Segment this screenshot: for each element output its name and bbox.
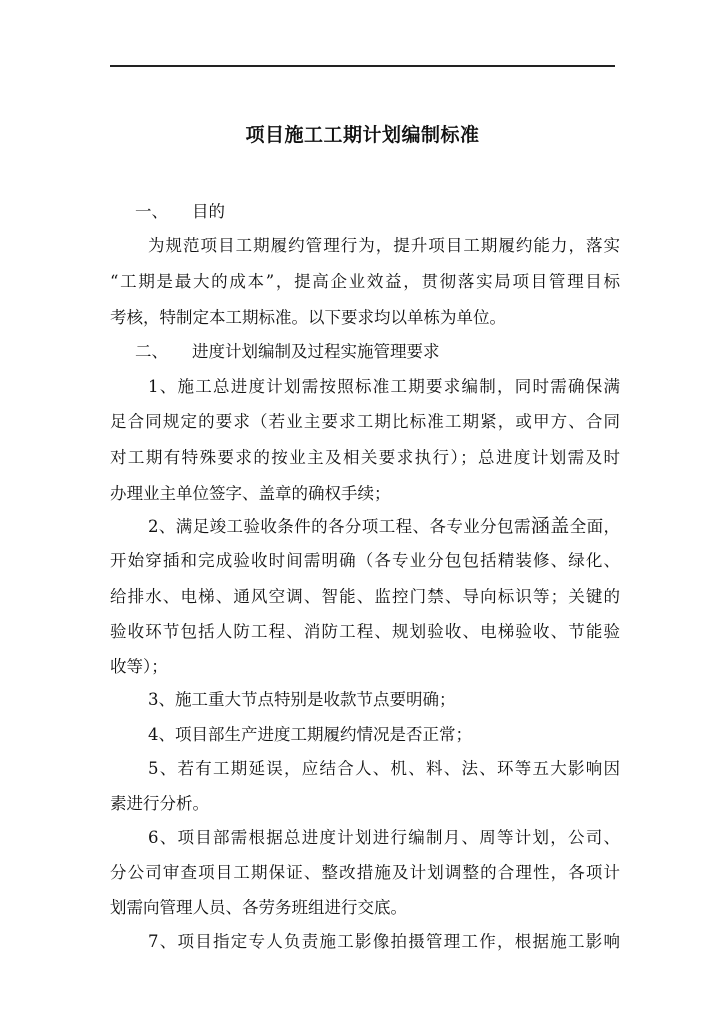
item-5-line: 5、若有工期延误，应结合人、机、料、法、环等五大影响因 xyxy=(148,759,620,778)
section-1-title: 目的 xyxy=(192,202,225,221)
item-6-text: 分公司审查项目工期 xyxy=(110,863,269,882)
item-2-text: 全面， xyxy=(569,517,621,536)
item-6-text: 、整改措施及计划调整的合理性，各项计 xyxy=(303,863,620,882)
item-2-line: 给排水、电梯、通风空调、智能、监控门禁、导向标识等；关键的 xyxy=(110,587,620,606)
item-6-line xyxy=(110,861,620,885)
section-2-title: 进度计划编制及过程实施管理要求 xyxy=(192,342,440,361)
section-1-paragraph-line: 考核，特制定本工期标准。以下要求均以单栋为单位。 xyxy=(110,308,506,327)
section-1-paragraph-line: “工期是最大的成本”，提高企业效益，贯彻落实局项目管理目标 xyxy=(110,272,620,291)
item-2-line: 收等）； xyxy=(110,657,168,676)
item-1-line: 足合同规定的要求（若业主要求工期比标准工期紧，或甲方、合同 xyxy=(110,412,620,431)
item-2-line: 开始穿插和完成验收时间需明确（各专业分包包括精装修、绿化、 xyxy=(110,551,620,570)
item-3-line: 3、施工重大节点特别是收款节点要明确； xyxy=(148,690,456,709)
section-2-heading xyxy=(110,340,645,364)
item-2-emphasis: 涵盖 xyxy=(530,515,570,537)
section-1-number: 一、 xyxy=(135,202,168,221)
item-6-line: 划需向管理人员、各劳务班组进行交底。 xyxy=(110,898,407,917)
item-6-emphasis: 保证 xyxy=(268,863,304,882)
section-1-paragraph-line: 为规范项目工期履约管理行为，提升项目工期履约能力，落实 xyxy=(148,236,620,255)
document-title: 项目施工工期计划编制标准 xyxy=(245,124,480,146)
item-4-line: 4、项目部生产进度工期履约情况是否正常； xyxy=(148,725,472,744)
item-2-line xyxy=(110,514,620,539)
item-1-line: 对工期有特殊要求的按业主及相关要求执行）；总进度计划需及时 xyxy=(110,448,620,467)
item-2-text: 2、满足竣工验收条件的各分项工程、各专业分包需 xyxy=(148,517,531,536)
section-2-number: 二、 xyxy=(135,342,168,361)
section-1-heading xyxy=(110,200,645,224)
item-5-line: 素进行分析。 xyxy=(110,794,209,813)
item-6-line: 6、项目部需根据总进度计划进行编制月、周等计划，公司、 xyxy=(148,828,620,847)
item-1-line: 1、施工总进度计划需按照标准工期要求编制，同时需确保满 xyxy=(148,377,620,396)
item-2-line: 验收环节包括人防工程、消防工程、规划验收、电梯验收、节能验 xyxy=(110,622,620,641)
item-1-line: 办理业主单位签字、盖章的确权手续； xyxy=(110,484,391,503)
header-rule xyxy=(110,65,615,67)
item-7-line: 7、项目指定专人负责施工影像拍摄管理工作，根据施工影响 xyxy=(148,932,620,951)
